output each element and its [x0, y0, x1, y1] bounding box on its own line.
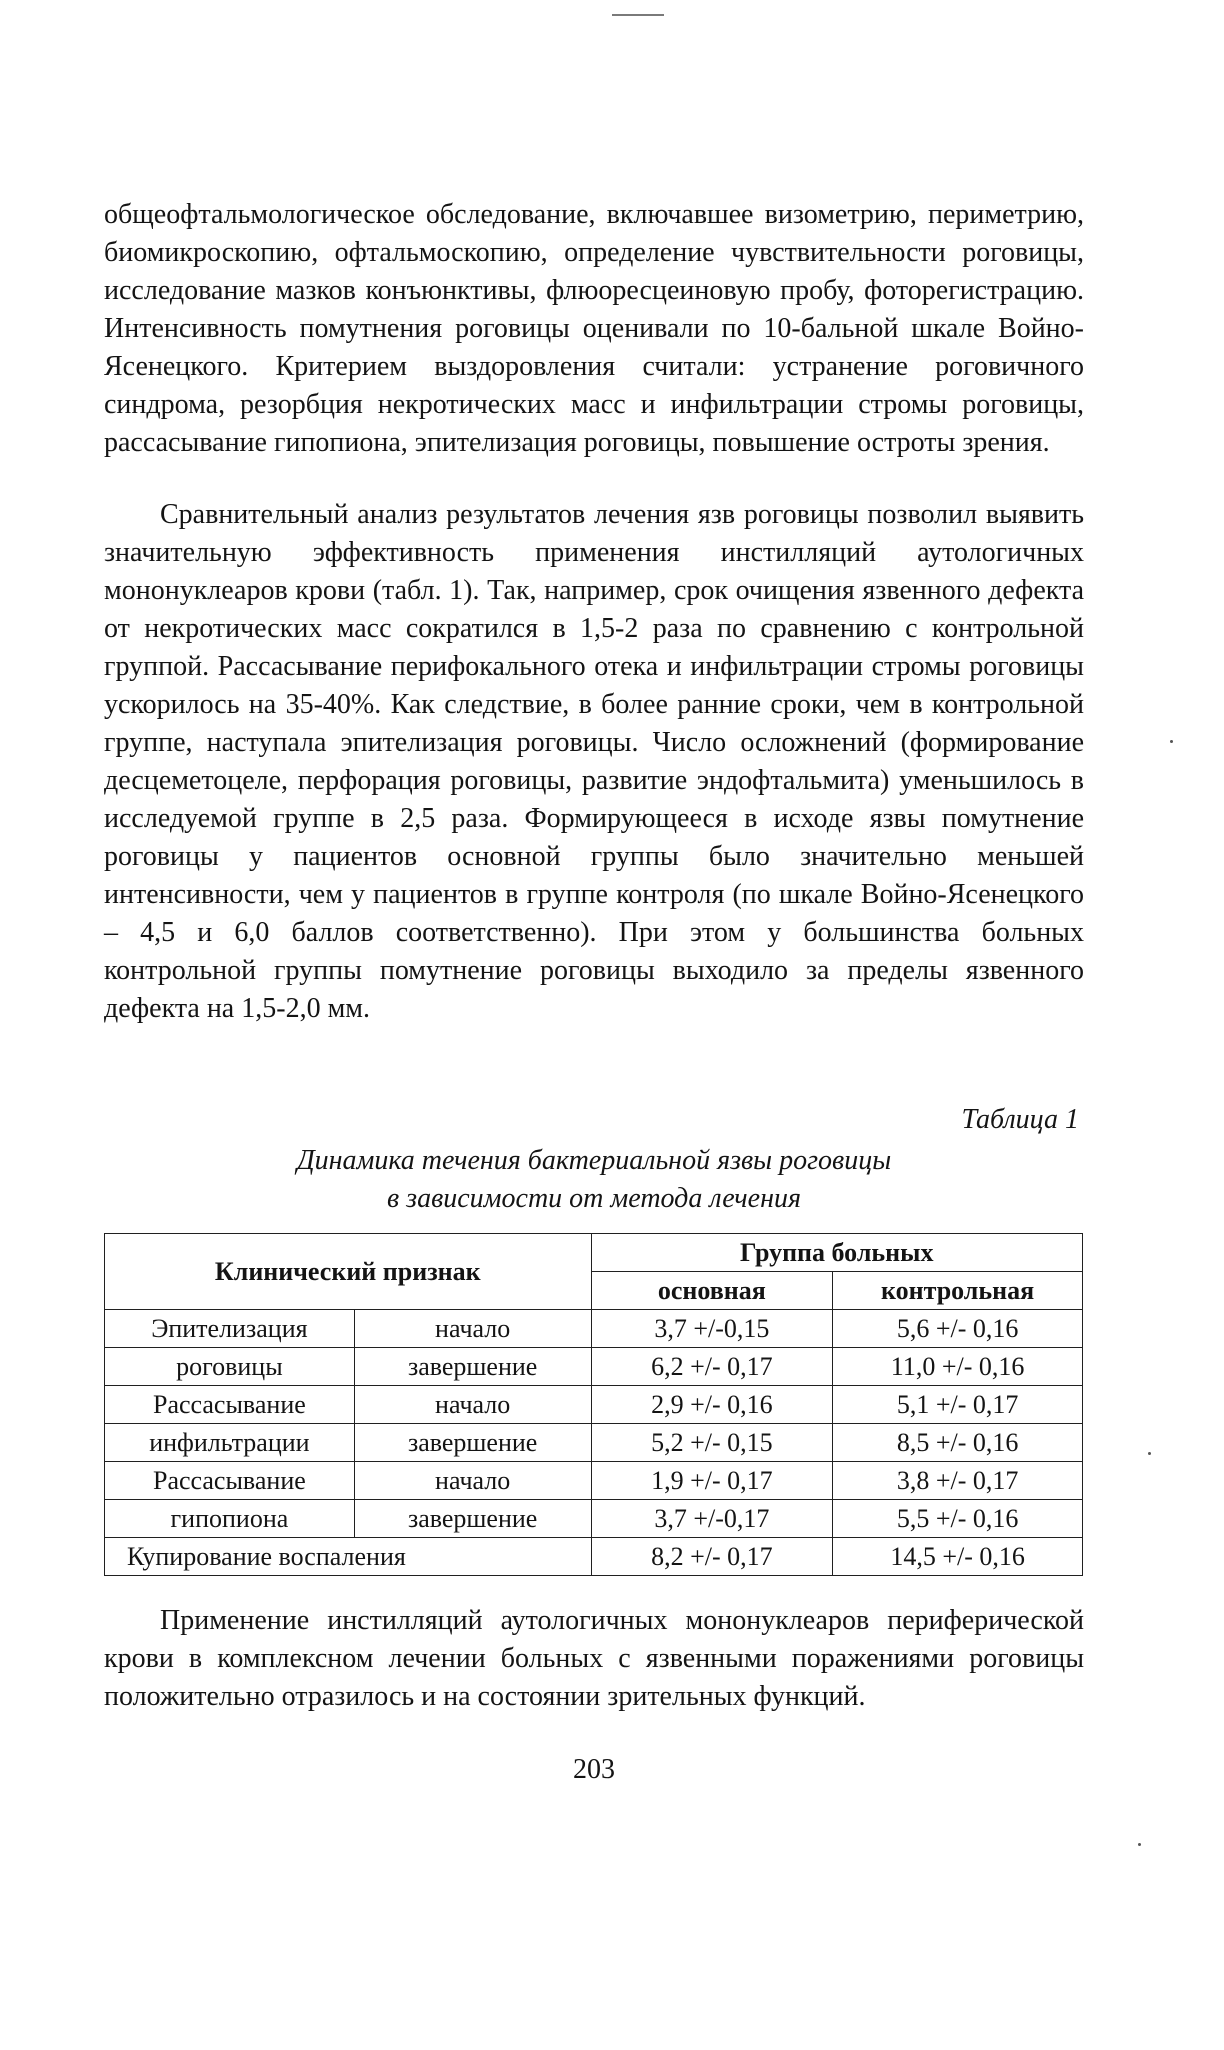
- header-clinical-sign: Клинический признак: [105, 1234, 592, 1310]
- table-title: [104, 1142, 1084, 1218]
- cell-phase: завершение: [354, 1348, 591, 1386]
- cell-sign: Купирование воспаления: [105, 1538, 592, 1576]
- header-main-group: основная: [591, 1272, 833, 1310]
- table-row: [105, 1538, 1083, 1576]
- scan-speck: [1170, 740, 1173, 743]
- cell-sign: гипопиона: [105, 1500, 355, 1538]
- cell-control: 5,6 +/- 0,16: [833, 1310, 1083, 1348]
- table-title-line-2: в зависимости от метода лечения: [387, 1183, 801, 1214]
- page-number: 203: [573, 1754, 615, 1785]
- cell-phase: начало: [354, 1462, 591, 1500]
- cell-sign: роговицы: [105, 1348, 355, 1386]
- cell-control: 11,0 +/- 0,16: [833, 1348, 1083, 1386]
- paragraph-1-text: общеофтальмологическое обследование, включавшее визометрию, периметрию, биомикроскопию, офтальмоскопию, определение чувствительности роговицы, исследование мазков конъюнктивы, флюоресцеиновую пробу, фоторегистрацию. Интенсивность помутнения роговицы оценивали по 10-бальной шкале Войно-Ясенецкого. Критерием выздоровления считали: устранение роговичного синдрома, резорбция некротических масс и инфильтрации стромы роговицы, рассасывание гипопиона, эпителизация роговицы, повышение остроты зрения.: [104, 199, 1084, 458]
- cell-sign: инфильтрации: [105, 1424, 355, 1462]
- paragraph-2: [104, 496, 1084, 1028]
- table-row: [105, 1386, 1083, 1424]
- table-row: [105, 1500, 1083, 1538]
- header-patient-group: Группа больных: [591, 1234, 1082, 1272]
- paragraph-1: [104, 196, 1084, 462]
- paragraph-2-text: Сравнительный анализ результатов лечения язв роговицы позволил выявить значительную эффективность применения инстилляций аутологичных мононуклеаров крови (табл. 1). Так, например, срок очищения язвенного дефекта от некротических масс сократился в 1,5-2 раза по сравнению с контрольной группой. Рассасывание перифокального отека и инфильтрации стромы роговицы ускорилось на 35-40%. Как следствие, в более ранние сроки, чем в контрольной группе, наступала эпителизация роговицы. Число осложнений (формирование десцеметоцеле, перфорация роговицы, развитие эндофтальмита) уменьшилось в исследуемой группе в 2,5 раза. Формирующееся в исходе язвы помутнение роговицы у пациентов основной группы было значительно меньшей интенсивности, чем у пациентов в группе контроля (по шкале Войно-Ясенецкого – 4,5 и 6,0 баллов соответственно). При этом у большинства больных контрольной группы помутнение роговицы выходило за пределы язвенного дефекта на 1,5-2,0 мм.: [104, 499, 1084, 1024]
- cell-control: 5,1 +/- 0,17: [833, 1386, 1083, 1424]
- cell-phase: завершение: [354, 1424, 591, 1462]
- scan-speck: [1138, 1843, 1141, 1846]
- cell-control: 3,8 +/- 0,17: [833, 1462, 1083, 1500]
- paragraph-3-text: Применение инстилляций аутологичных мононуклеаров периферической крови в комплексном лечении больных с язвенными поражениями роговицы положительно отразилось и на состоянии зрительных функций.: [104, 1605, 1084, 1712]
- cell-main: 3,7 +/-0,15: [591, 1310, 833, 1348]
- table-row: [105, 1348, 1083, 1386]
- paragraph-3: [104, 1602, 1084, 1716]
- top-margin-mark: [612, 14, 664, 16]
- header-control-group: контрольная: [833, 1272, 1083, 1310]
- cell-phase: завершение: [354, 1500, 591, 1538]
- cell-main: 1,9 +/- 0,17: [591, 1462, 833, 1500]
- table-row: [105, 1424, 1083, 1462]
- results-table: [104, 1233, 1083, 1576]
- cell-sign: Рассасывание: [105, 1462, 355, 1500]
- cell-main: 6,2 +/- 0,17: [591, 1348, 833, 1386]
- cell-main: 8,2 +/- 0,17: [591, 1538, 833, 1576]
- cell-main: 5,2 +/- 0,15: [591, 1424, 833, 1462]
- table-label: Таблица 1: [961, 1104, 1079, 1135]
- cell-main: 3,7 +/-0,17: [591, 1500, 833, 1538]
- table-row: [105, 1310, 1083, 1348]
- cell-sign: Рассасывание: [105, 1386, 355, 1424]
- table-title-line-1: Динамика течения бактериальной язвы роговицы: [296, 1145, 892, 1176]
- table-header-row-1: [105, 1234, 1083, 1272]
- cell-main: 2,9 +/- 0,16: [591, 1386, 833, 1424]
- cell-control: 8,5 +/- 0,16: [833, 1424, 1083, 1462]
- cell-phase: начало: [354, 1310, 591, 1348]
- cell-sign: Эпителизация: [105, 1310, 355, 1348]
- scan-speck: [1148, 1452, 1151, 1455]
- cell-control: 14,5 +/- 0,16: [833, 1538, 1083, 1576]
- cell-phase: начало: [354, 1386, 591, 1424]
- cell-control: 5,5 +/- 0,16: [833, 1500, 1083, 1538]
- table-row: [105, 1462, 1083, 1500]
